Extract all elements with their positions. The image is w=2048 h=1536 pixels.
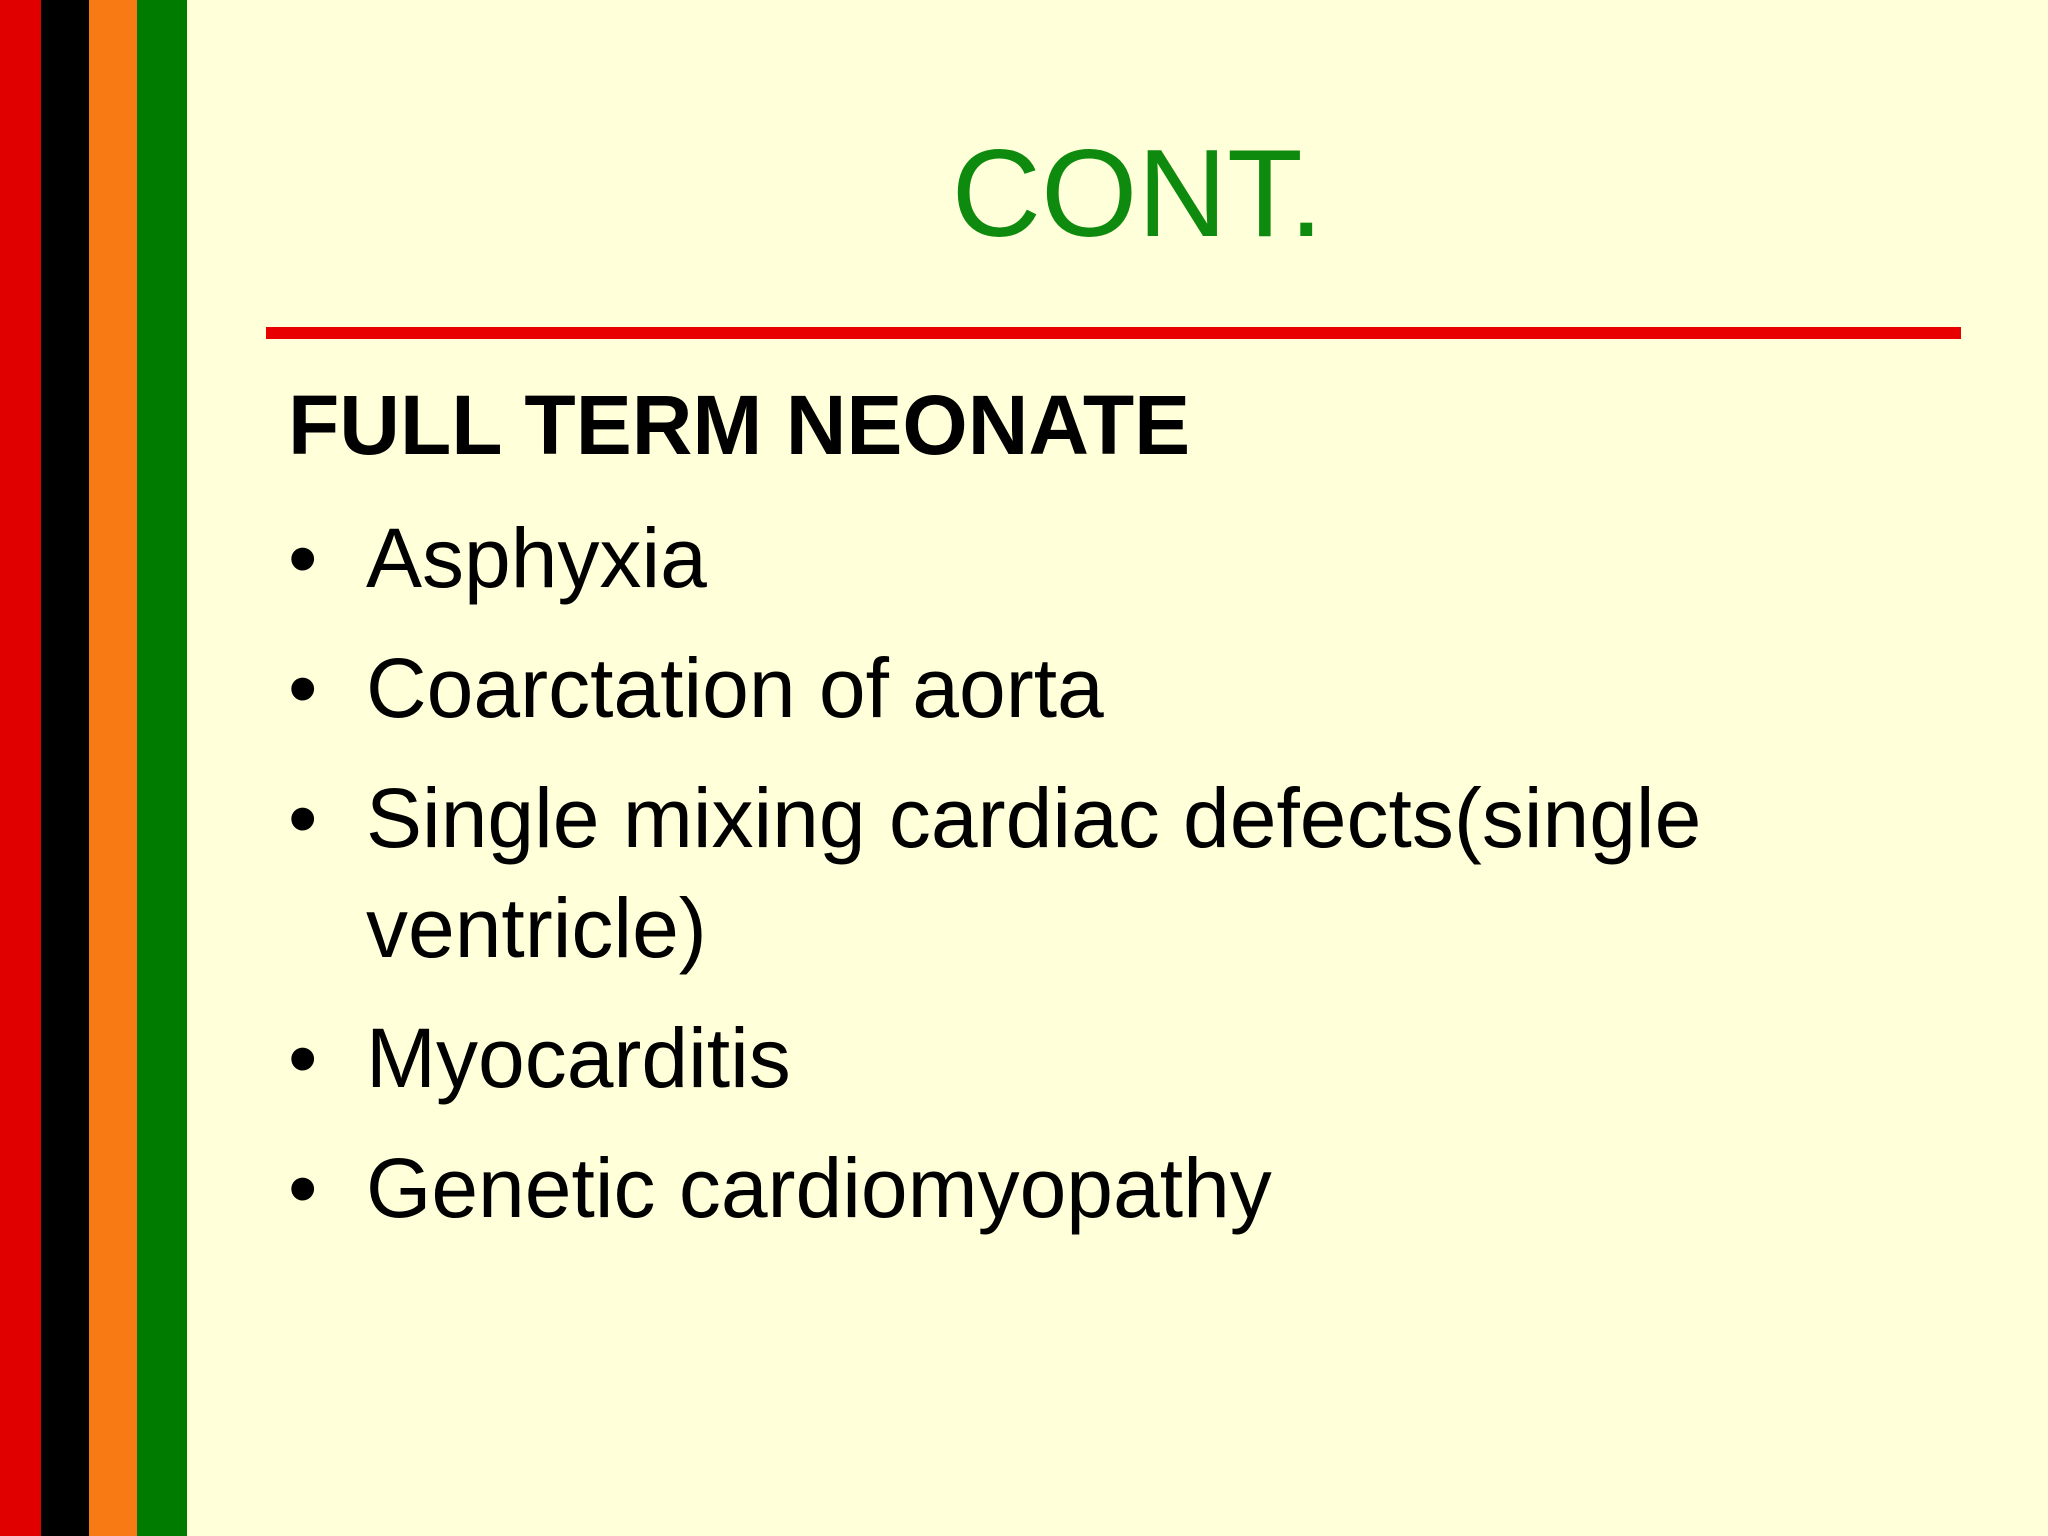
bullet-dot-icon: •: [288, 641, 318, 735]
bullet-text: Single mixing cardiac defects(single ventricle): [366, 771, 1702, 975]
left-stripe-orange: [89, 0, 137, 1536]
bullet-dot-icon: •: [288, 1141, 318, 1235]
bullet-text: Coarctation of aorta: [366, 641, 1104, 735]
bullet-dot-icon: •: [288, 1011, 318, 1105]
bullet-list: [288, 503, 1848, 1263]
bullet-item: [288, 763, 1848, 983]
slide-title: CONT.: [951, 125, 1324, 263]
bullet-item: [288, 1133, 1848, 1243]
bullet-item: [288, 633, 1848, 743]
slide-subtitle: FULL TERM NEONATE: [288, 378, 1191, 472]
left-stripe-red: [0, 0, 41, 1536]
bullet-text: Myocarditis: [366, 1011, 791, 1105]
bullet-dot-icon: •: [288, 771, 318, 865]
bullet-text: Asphyxia: [366, 511, 707, 605]
left-stripe-black: [41, 0, 89, 1536]
bullet-item: [288, 503, 1848, 613]
bullet-text: Genetic cardiomyopathy: [366, 1141, 1272, 1235]
bullet-dot-icon: •: [288, 511, 318, 605]
title-divider: [266, 327, 1961, 339]
left-stripe-green: [137, 0, 187, 1536]
bullet-item: [288, 1003, 1848, 1113]
